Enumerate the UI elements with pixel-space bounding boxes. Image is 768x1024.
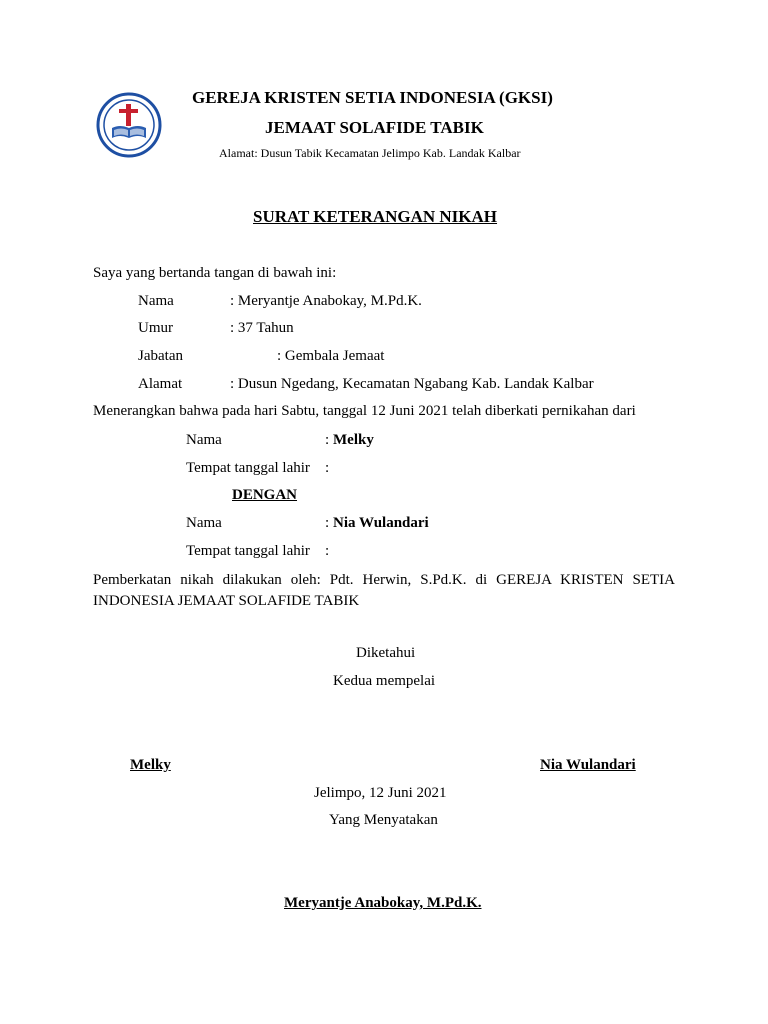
address-line: Alamat: Dusun Tabik Kecamatan Jelimpo Kab. Landak Kalbar [219, 146, 521, 160]
intro-text: Saya yang bertanda tangan di bawah ini: [93, 265, 337, 281]
bride-name-colon: : [325, 515, 330, 531]
dengan-heading: DENGAN [232, 487, 298, 503]
blessing-paragraph: Pemberkatan nikah dilakukan oleh: Pdt. Herwin, S.Pd.K. di GEREJA KRISTEN SETIA INDONESIA JEMAAT SOLAFIDE TABIK [93, 572, 675, 609]
signer-position-value: : Gembala Jemaat [277, 348, 385, 364]
groom-name-colon: : [325, 432, 330, 448]
document-title: SURAT KETERANGAN NIKAH [253, 207, 498, 226]
signer-address-label: Alamat [138, 376, 183, 392]
signer-name-label: Nama [138, 293, 174, 309]
declarer-text: Yang Menyatakan [329, 812, 438, 828]
signer-name-value: : Meryantje Anabokay, M.Pd.K. [230, 293, 422, 309]
signer-age-value: : 37 Tahun [230, 320, 294, 336]
bride-ttl-label: Tempat tanggal lahir [186, 543, 310, 559]
couple-text: Kedua mempelai [333, 673, 436, 689]
signer-age-label: Umur [138, 320, 173, 336]
bride-ttl-colon: : [325, 543, 330, 559]
signer-position-label: Jabatan [138, 348, 183, 364]
bride-name-value: Nia Wulandari [333, 515, 429, 531]
groom-ttl-colon: : [325, 460, 330, 476]
jemaat-name: JEMAAT SOLAFIDE TABIK [265, 118, 484, 137]
place-date: Jelimpo, 12 Juni 2021 [314, 785, 447, 801]
org-name: GEREJA KRISTEN SETIA INDONESIA (GKSI) [192, 88, 553, 107]
groom-name-label: Nama [186, 432, 222, 448]
statement-text: Menerangkan bahwa pada hari Sabtu, tanggal 12 Juni 2021 telah diberkati pernikahan dari [93, 403, 636, 419]
groom-ttl-label: Tempat tanggal lahir [186, 460, 310, 476]
church-logo [96, 92, 162, 158]
pastor-signature-name: Meryantje Anabokay, M.Pd.K. [284, 895, 482, 911]
bride-signature-name: Nia Wulandari [540, 757, 636, 773]
bride-name-label: Nama [186, 515, 222, 531]
groom-signature-name: Melky [130, 757, 171, 773]
signer-address-value: : Dusun Ngedang, Kecamatan Ngabang Kab. Landak Kalbar [230, 376, 594, 392]
known-text: Diketahui [356, 645, 416, 661]
groom-name-value: Melky [333, 432, 374, 448]
